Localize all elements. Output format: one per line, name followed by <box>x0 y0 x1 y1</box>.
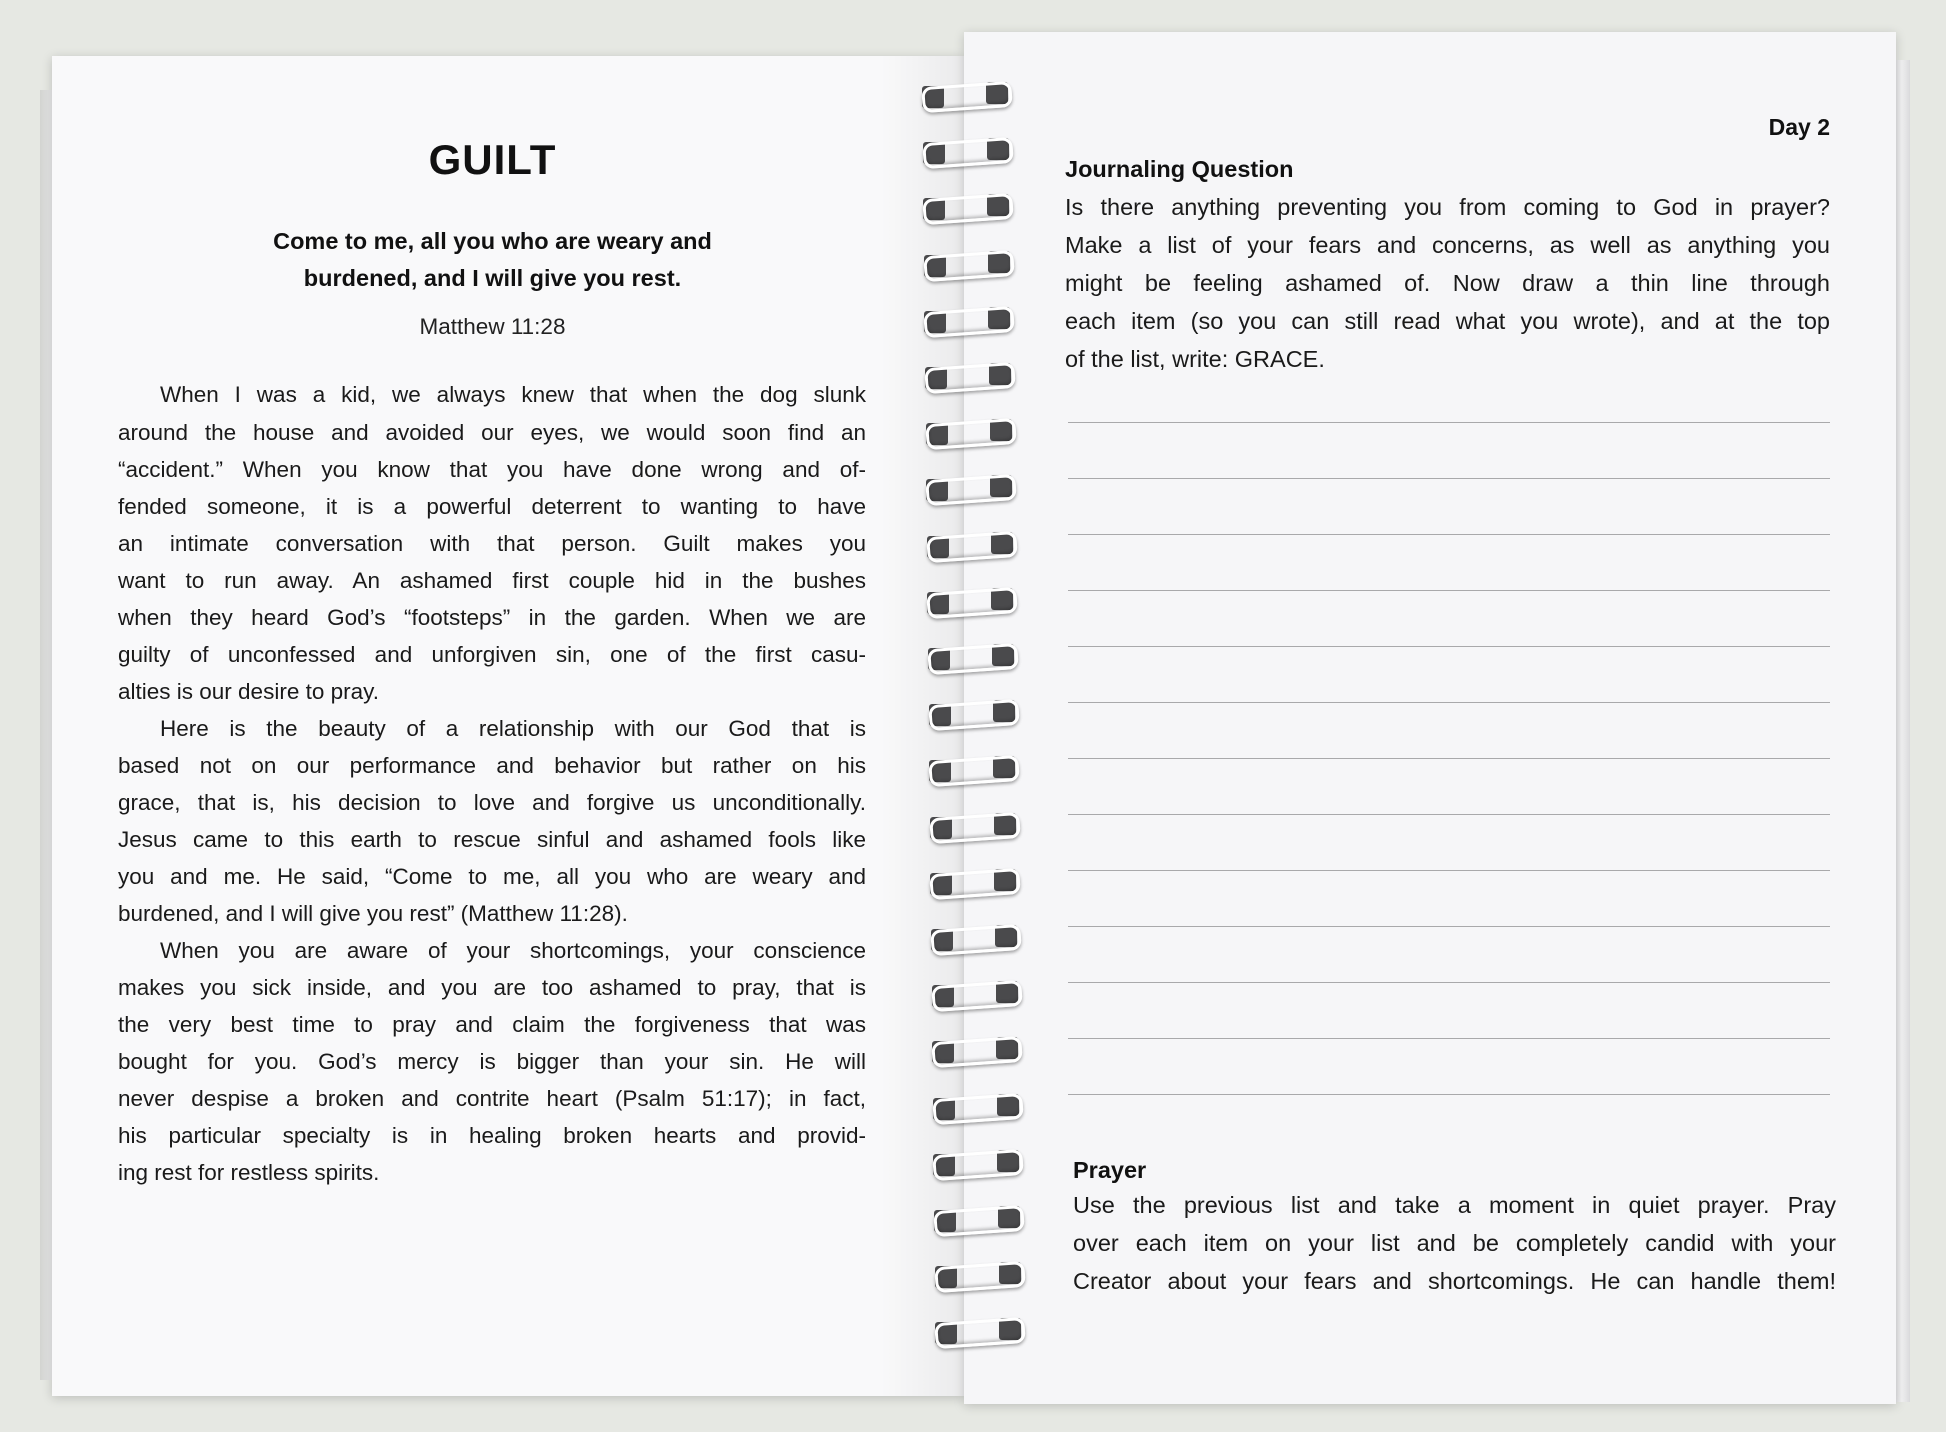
journaling-line: each item (so you can still read what you wrote), and at the top <box>1065 308 1830 334</box>
body-line: the very best time to pray and claim the forgiveness that was <box>118 1012 866 1037</box>
journaling-line: Make a list of your fears and concerns, as well as anything you <box>1065 232 1830 258</box>
body-line: never despise a broken and contrite heart (Psalm 51:17); in fact, <box>118 1086 866 1111</box>
body-line: alties is our desire to pray. <box>118 679 379 704</box>
writing-line <box>1068 702 1830 703</box>
writing-line <box>1068 422 1830 423</box>
body-line: When I was a kid, we always knew that when the dog slunk <box>160 382 866 407</box>
writing-line <box>1068 926 1830 927</box>
journaling-line: of the list, write: GRACE. <box>1065 346 1325 372</box>
page-title: GUILT <box>428 136 557 183</box>
writing-line <box>1068 646 1830 647</box>
journaling-heading: Journaling Question <box>1065 156 1294 182</box>
body-line: When you are aware of your shortcomings, your conscience <box>160 938 866 963</box>
day-label: Day 2 <box>1768 114 1830 140</box>
prayer-line: over each item on your list and be completely candid with your <box>1073 1230 1836 1256</box>
body-line: grace, that is, his decision to love and forgive us unconditionally. <box>118 790 866 815</box>
verse-line-1: Come to me, all you who are weary and <box>273 228 712 254</box>
prayer-line: Use the previous list and take a moment in quiet prayer. Pray <box>1073 1192 1836 1218</box>
writing-line <box>1068 870 1830 871</box>
body-line: when they heard God’s “footsteps” in the garden. When we are <box>118 605 866 630</box>
writing-line <box>1068 982 1830 983</box>
body-line: want to run away. An ashamed first couple hid in the bushes <box>118 568 866 593</box>
writing-line <box>1068 534 1830 535</box>
body-line: Here is the beauty of a relationship with our God that is <box>160 716 866 741</box>
body-line: makes you sick inside, and you are too ashamed to pray, that is <box>118 975 866 1000</box>
verse-reference: Matthew 11:28 <box>419 314 566 339</box>
body-line: you and me. He said, “Come to me, all you who are weary and <box>118 864 866 889</box>
body-line: based not on our performance and behavior but rather on his <box>118 753 866 778</box>
body-line: around the house and avoided our eyes, we would soon find an <box>118 420 866 445</box>
writing-line <box>1068 758 1830 759</box>
body-line: bought for you. God’s mercy is bigger than your sin. He will <box>118 1049 866 1074</box>
verse-line-2: burdened, and I will give you rest. <box>303 265 682 291</box>
body-line: burdened, and I will give you rest” (Matthew 11:28). <box>118 901 628 926</box>
writing-line <box>1068 590 1830 591</box>
journaling-line: might be feeling ashamed of. Now draw a thin line through <box>1065 270 1830 296</box>
right-page-stack-edge <box>1896 60 1910 1402</box>
body-line: “accident.” When you know that you have done wrong and of- <box>118 457 866 482</box>
body-line: fended someone, it is a powerful deterrent to wanting to have <box>118 494 866 519</box>
writing-line <box>1068 1094 1830 1095</box>
body-line: guilty of unconfessed and unforgiven sin, one of the first casu- <box>118 642 866 667</box>
prayer-heading: Prayer <box>1073 1157 1147 1183</box>
body-line: his particular specialty is in healing broken hearts and provid- <box>118 1123 866 1148</box>
writing-line <box>1068 1038 1830 1039</box>
writing-line <box>1068 478 1830 479</box>
writing-line <box>1068 814 1830 815</box>
prayer-line: Creator about your fears and shortcomings. He can handle them! <box>1073 1268 1836 1294</box>
journaling-line: Is there anything preventing you from coming to God in prayer? <box>1065 194 1830 220</box>
body-line: Jesus came to this earth to rescue sinful and ashamed fools like <box>118 827 866 852</box>
body-line: an intimate conversation with that person. Guilt makes you <box>118 531 866 556</box>
body-line: ing rest for restless spirits. <box>118 1160 380 1185</box>
